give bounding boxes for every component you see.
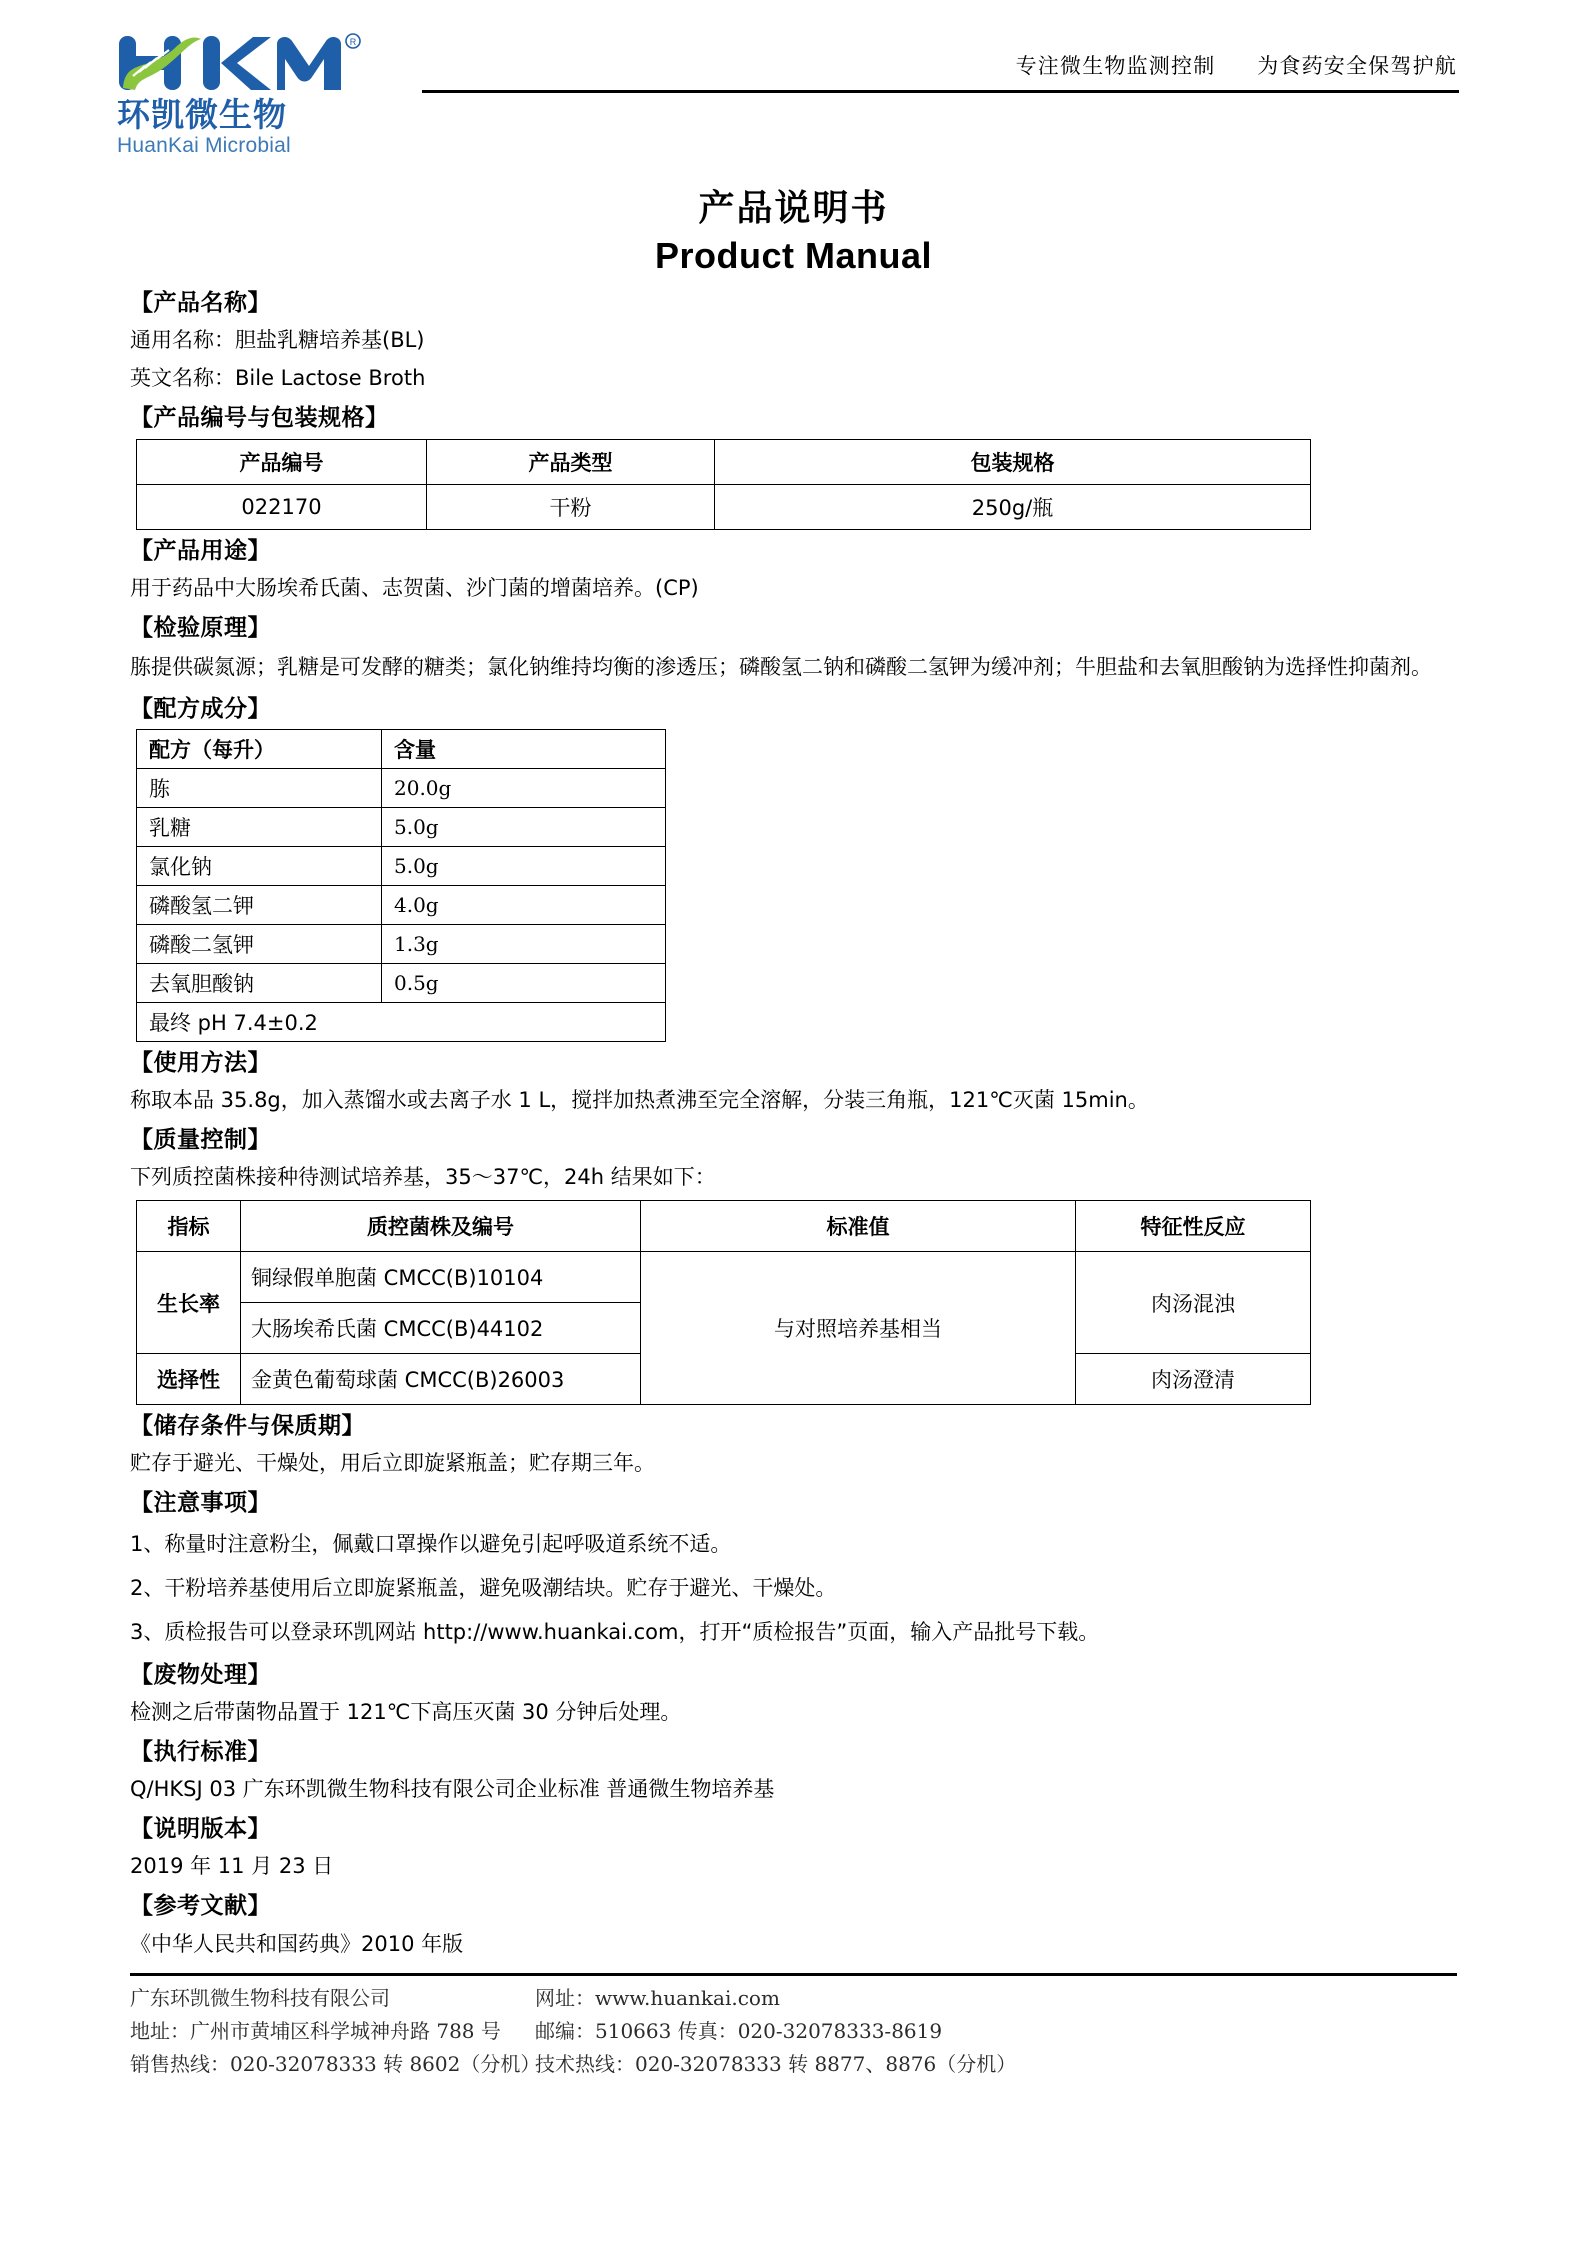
quality-control-table (136, 1200, 1311, 1405)
page-title-chinese: 产品说明书 (698, 188, 889, 229)
formula-amount: 0.5g (382, 964, 666, 1003)
table-row (137, 808, 666, 847)
table-row (137, 964, 666, 1003)
formula-amount: 1.3g (382, 925, 666, 964)
section-heading-quality: 【质量控制】 (130, 1127, 271, 1153)
formula-amount: 5.0g (382, 808, 666, 847)
qc-strain: 金黄色葡萄球菌 CMCC(B)26003 (241, 1354, 641, 1405)
slogan-right: 为食药安全保驾护航 (1257, 54, 1457, 78)
footer-column-left (130, 1982, 541, 2081)
footer-divider (130, 1973, 1457, 1976)
footer-tech-hotline: 技术热线：020-32078333 转 8877、8876（分机） (535, 2052, 1017, 2076)
footer-sales-hotline: 销售热线：020-32078333 转 8602（分机） (130, 2052, 541, 2076)
qc-strain: 大肠埃希氏菌 CMCC(B)44102 (241, 1303, 641, 1354)
page-title-english: Product Manual (654, 235, 933, 276)
table-header-row (137, 440, 1311, 485)
qc-col-reaction: 特征性反应 (1076, 1201, 1311, 1252)
hkm-logo-icon (117, 32, 377, 94)
svg-text:R: R (349, 37, 357, 47)
formula-ingredient: 乳糖 (137, 808, 382, 847)
hkm-logo-mark (117, 32, 377, 94)
company-slogan (1016, 50, 1457, 80)
footer-website: 网址：www.huankai.com (535, 1986, 780, 2010)
precaution-item-3: 3、质检报告可以登录环凯网站 http://www.huankai.com，打开“质检报告”页面，输入产品批号下载。 (130, 1620, 1100, 1644)
table-row (137, 485, 1311, 530)
logo-chinese-name: 环凯微生物 (117, 95, 287, 134)
footer-address: 地址：广州市黄埔区科学城神舟路 788 号 (130, 2019, 501, 2043)
formula-col-amount: 含量 (382, 730, 666, 769)
section-heading-method: 【使用方法】 (130, 1050, 271, 1076)
qc-strain: 铜绿假单胞菌 CMCC(B)10104 (241, 1252, 641, 1303)
formula-ingredient: 氯化钠 (137, 847, 382, 886)
qc-standard-value: 与对照培养基相当 (641, 1252, 1076, 1405)
formula-amount: 4.0g (382, 886, 666, 925)
spec-col-type: 产品类型 (427, 440, 715, 485)
section-heading-storage: 【储存条件与保质期】 (130, 1413, 365, 1439)
english-name-label: 英文名称： (130, 366, 235, 390)
standard-text: Q/HKSJ 03 广东环凯微生物科技有限公司企业标准 普通微生物培养基 (130, 1777, 775, 1801)
qc-col-strain: 质控菌株及编号 (241, 1201, 641, 1252)
section-heading-formula: 【配方成分】 (130, 696, 271, 722)
generic-name-label: 通用名称： (130, 328, 235, 352)
table-row-ph (137, 1003, 666, 1042)
formula-ph: 最终 pH 7.4±0.2 (137, 1003, 666, 1042)
english-name-row (130, 360, 1457, 397)
section-heading-usage: 【产品用途】 (130, 538, 271, 564)
company-logo (117, 32, 407, 158)
section-heading-version: 【说明版本】 (130, 1816, 271, 1842)
formula-ingredient: 去氧胆酸钠 (137, 964, 382, 1003)
principle-text: 胨提供碳氮源；乳糖是可发酵的糖类；氯化钠维持均衡的渗透压；磷酸氢二钠和磷酸二氢钾为缓冲剂；牛胆盐和去氧胆酸钠为选择性抑菌剂。 (130, 655, 1432, 679)
storage-text: 贮存于避光、干燥处，用后立即旋紧瓶盖；贮存期三年。 (130, 1451, 655, 1475)
qc-reaction-turbid: 肉汤混浊 (1076, 1252, 1311, 1354)
formula-ingredient: 磷酸氢二钾 (137, 886, 382, 925)
table-row (137, 1252, 1311, 1303)
footer-postcode-fax: 邮编：510663 传真：020-32078333-8619 (535, 2019, 943, 2043)
spec-col-package: 包装规格 (715, 440, 1311, 485)
method-text: 称取本品 35.8g，加入蒸馏水或去离子水 1 L，搅拌加热煮沸至完全溶解，分装三角瓶，121℃灭菌 15min。 (130, 1088, 1149, 1112)
header-divider (422, 90, 1459, 93)
page-footer (130, 1982, 1457, 2081)
quality-intro: 下列质控菌株接种待测试培养基，35～37℃，24h 结果如下： (130, 1165, 716, 1189)
spec-value-type: 干粉 (427, 485, 715, 530)
slogan-left: 专注微生物监测控制 (1015, 54, 1216, 78)
formula-col-name: 配方（每升） (137, 730, 382, 769)
table-header-row (137, 1201, 1311, 1252)
waste-text: 检测之后带菌物品置于 121℃下高压灭菌 30 分钟后处理。 (130, 1700, 682, 1724)
table-row (137, 925, 666, 964)
footer-company: 广东环凯微生物科技有限公司 (130, 1986, 390, 2010)
footer-column-right (535, 1982, 1016, 2081)
section-heading-reference: 【参考文献】 (130, 1893, 271, 1919)
section-heading-spec: 【产品编号与包装规格】 (130, 405, 389, 431)
precaution-item-2: 2、干粉培养基使用后立即旋紧瓶盖，避免吸潮结块。贮存于避光、干燥处。 (130, 1576, 837, 1600)
formula-ingredient: 磷酸二氢钾 (137, 925, 382, 964)
formula-amount: 20.0g (382, 769, 666, 808)
reference-text: 《中华人民共和国药典》2010 年版 (130, 1932, 464, 1956)
spec-value-code: 022170 (137, 485, 427, 530)
formula-ingredient: 胨 (137, 769, 382, 808)
formula-table (136, 729, 666, 1042)
table-row (137, 847, 666, 886)
qc-col-index: 指标 (137, 1201, 241, 1252)
precaution-item-1: 1、称量时注意粉尘，佩戴口罩操作以避免引起呼吸道系统不适。 (130, 1532, 732, 1556)
logo-english-name: HuanKai Microbial (117, 134, 291, 157)
usage-text: 用于药品中大肠埃希氏菌、志贺菌、沙门菌的增菌培养。(CP) (130, 576, 699, 600)
section-heading-waste: 【废物处理】 (130, 1662, 271, 1688)
page-header (117, 28, 1457, 178)
section-heading-product-name: 【产品名称】 (130, 290, 271, 316)
formula-amount: 5.0g (382, 847, 666, 886)
english-name-value: Bile Lactose Broth (235, 366, 426, 390)
table-row (137, 769, 666, 808)
generic-name-value: 胆盐乳糖培养基(BL) (235, 328, 425, 352)
version-text: 2019 年 11 月 23 日 (130, 1854, 334, 1878)
table-header-row (137, 730, 666, 769)
spec-col-code: 产品编号 (137, 440, 427, 485)
spec-table (136, 439, 1311, 530)
qc-col-standard: 标准值 (641, 1201, 1076, 1252)
qc-index-selectivity: 选择性 (137, 1354, 241, 1405)
qc-reaction-clear: 肉汤澄清 (1076, 1354, 1311, 1405)
table-row (137, 886, 666, 925)
section-heading-principle: 【检验原理】 (130, 615, 271, 641)
section-heading-standard: 【执行标准】 (130, 1739, 271, 1765)
spec-value-package: 250g/瓶 (715, 485, 1311, 530)
section-heading-precautions: 【注意事项】 (130, 1490, 271, 1516)
generic-name-row (130, 322, 1457, 359)
qc-index-growth-rate: 生长率 (137, 1252, 241, 1354)
